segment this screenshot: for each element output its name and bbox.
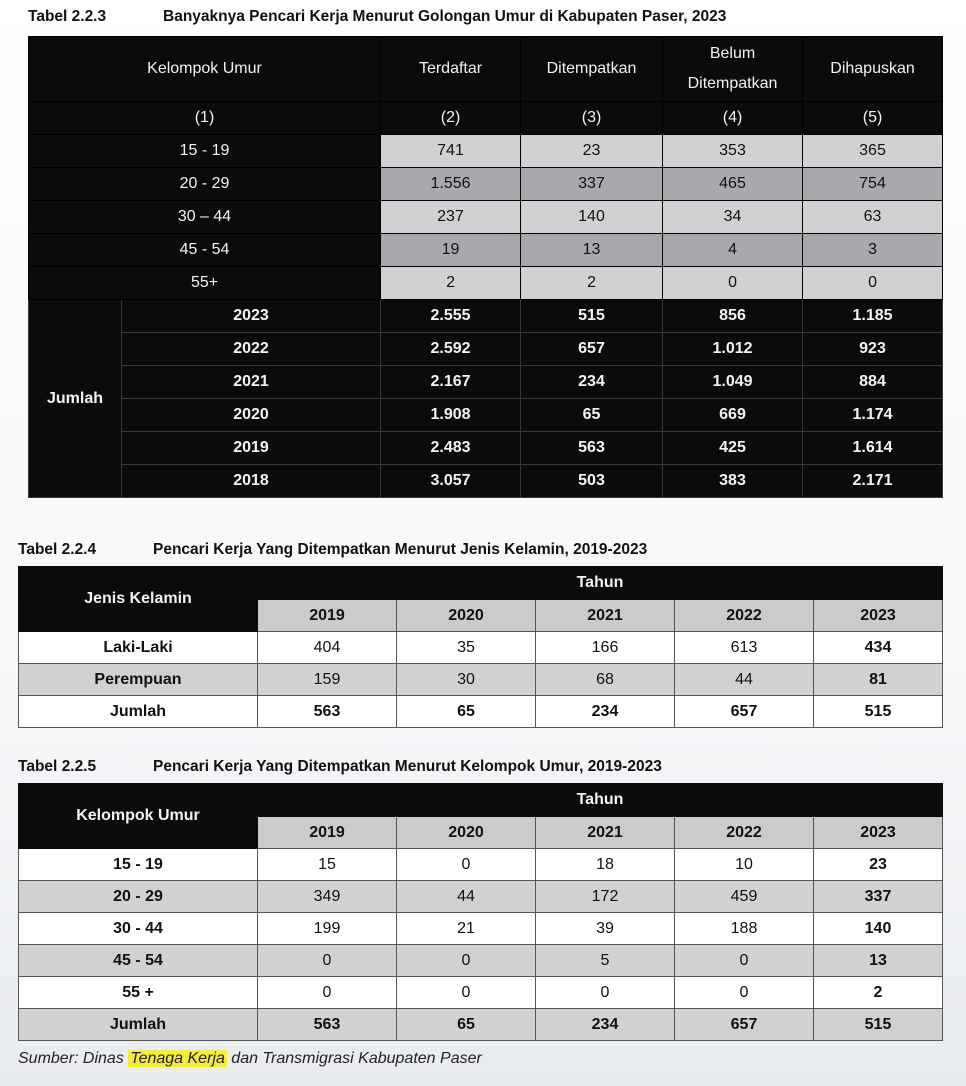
table-row — [19, 632, 943, 664]
cell-value: 2.167 — [381, 366, 521, 399]
table-row — [29, 267, 943, 300]
cell-value: 188 — [675, 913, 814, 945]
table-row — [29, 234, 943, 267]
cell-value: 365 — [803, 135, 943, 168]
cell-value: 81 — [814, 664, 943, 696]
cell-value: 140 — [521, 201, 663, 234]
row-label: Jumlah — [19, 696, 258, 728]
cell-value: 2 — [381, 267, 521, 300]
cell-value: 0 — [663, 267, 803, 300]
year-header: 2020 — [397, 600, 536, 632]
cell-value: 0 — [675, 945, 814, 977]
cell-value: 35 — [397, 632, 536, 664]
cell-value: 44 — [397, 881, 536, 913]
row-label: 15 - 19 — [19, 849, 258, 881]
year-header: 2022 — [675, 600, 814, 632]
table-223 — [28, 36, 943, 498]
table-224 — [18, 566, 943, 728]
header-tahun: Tahun — [258, 567, 943, 600]
cell-value: 234 — [536, 1009, 675, 1041]
cell-value: 2 — [521, 267, 663, 300]
cell-value: 3.057 — [381, 465, 521, 498]
cell-value: 18 — [536, 849, 675, 881]
jumlah-label: Jumlah — [29, 300, 122, 498]
cell-value: 425 — [663, 432, 803, 465]
cell-value: 34 — [663, 201, 803, 234]
header-jenis-kelamin: Jenis Kelamin — [19, 567, 258, 632]
cell-value: 383 — [663, 465, 803, 498]
cell-value: 2.592 — [381, 333, 521, 366]
table-223-number: Tabel 2.2.3 — [28, 8, 107, 25]
cell-value: 0 — [258, 945, 397, 977]
table-row — [19, 913, 943, 945]
cell-value: 337 — [814, 881, 943, 913]
cell-value: 741 — [381, 135, 521, 168]
age-group: 20 - 29 — [29, 168, 381, 201]
cell-value: 63 — [803, 201, 943, 234]
cell-value: 0 — [803, 267, 943, 300]
cell-value: 166 — [536, 632, 675, 664]
cell-value: 1.049 — [663, 366, 803, 399]
cell-value: 669 — [663, 399, 803, 432]
age-group: 45 - 54 — [29, 234, 381, 267]
cell-value: 39 — [536, 913, 675, 945]
cell-value: 0 — [397, 977, 536, 1009]
cell-value: 140 — [814, 913, 943, 945]
cell-value: 21 — [397, 913, 536, 945]
header-belum-ditempatkan: Belum Ditempatkan — [663, 37, 803, 102]
cell-value: 657 — [521, 333, 663, 366]
cell-value: 159 — [258, 664, 397, 696]
cell-value: 2.555 — [381, 300, 521, 333]
cell-value: 65 — [397, 1009, 536, 1041]
header-kelompok-umur: Kelompok Umur — [19, 784, 258, 849]
table-224-number: Tabel 2.2.4 — [18, 541, 97, 558]
table-row — [19, 977, 943, 1009]
year-header: 2021 — [536, 600, 675, 632]
total-year: 2022 — [122, 333, 381, 366]
cell-value: 2.483 — [381, 432, 521, 465]
table-row — [29, 135, 943, 168]
table-224-caption — [18, 541, 647, 559]
cell-value: 68 — [536, 664, 675, 696]
cell-value: 1.556 — [381, 168, 521, 201]
cell-value: 465 — [663, 168, 803, 201]
cell-value: 23 — [521, 135, 663, 168]
cell-value: 0 — [397, 945, 536, 977]
cell-value: 13 — [814, 945, 943, 977]
cell-value: 199 — [258, 913, 397, 945]
col-number: (2) — [381, 102, 521, 135]
cell-value: 65 — [521, 399, 663, 432]
cell-value: 563 — [258, 696, 397, 728]
total-row — [29, 300, 943, 333]
cell-value: 13 — [521, 234, 663, 267]
table-225 — [18, 783, 943, 1041]
total-year: 2018 — [122, 465, 381, 498]
row-label: Jumlah — [19, 1009, 258, 1041]
cell-value: 44 — [675, 664, 814, 696]
total-row — [19, 696, 943, 728]
age-group: 55+ — [29, 267, 381, 300]
source-highlight: Tenaga Kerja — [130, 1050, 225, 1067]
total-row — [29, 333, 943, 366]
cell-value: 515 — [814, 696, 943, 728]
cell-value: 404 — [258, 632, 397, 664]
cell-value: 4 — [663, 234, 803, 267]
cell-value: 65 — [397, 696, 536, 728]
table-223-caption — [28, 8, 726, 26]
total-year: 2020 — [122, 399, 381, 432]
cell-value: 19 — [381, 234, 521, 267]
col-number: (5) — [803, 102, 943, 135]
table-row — [19, 945, 943, 977]
table-223-header-row — [29, 37, 943, 102]
col-number: (1) — [29, 102, 381, 135]
row-label: 30 - 44 — [19, 913, 258, 945]
cell-value: 3 — [803, 234, 943, 267]
header-ditempatkan: Ditempatkan — [521, 37, 663, 102]
cell-value: 1.908 — [381, 399, 521, 432]
cell-value: 234 — [521, 366, 663, 399]
cell-value: 434 — [814, 632, 943, 664]
table-row — [19, 881, 943, 913]
cell-value: 856 — [663, 300, 803, 333]
row-label: 45 - 54 — [19, 945, 258, 977]
cell-value: 10 — [675, 849, 814, 881]
table-225-number: Tabel 2.2.5 — [18, 758, 97, 775]
total-row — [29, 399, 943, 432]
cell-value: 923 — [803, 333, 943, 366]
cell-value: 657 — [675, 696, 814, 728]
header-tahun: Tahun — [258, 784, 943, 817]
age-group: 30 – 44 — [29, 201, 381, 234]
cell-value: 0 — [258, 977, 397, 1009]
table-224-title: Pencari Kerja Yang Ditempatkan Menurut Jenis Kelamin, 2019-2023 — [153, 541, 648, 558]
cell-value: 5 — [536, 945, 675, 977]
row-label: 55 + — [19, 977, 258, 1009]
table-row — [29, 201, 943, 234]
cell-value: 884 — [803, 366, 943, 399]
total-year: 2023 — [122, 300, 381, 333]
row-label: 20 - 29 — [19, 881, 258, 913]
cell-value: 234 — [536, 696, 675, 728]
year-header: 2022 — [675, 817, 814, 849]
year-header: 2019 — [258, 817, 397, 849]
cell-value: 237 — [381, 201, 521, 234]
cell-value: 23 — [814, 849, 943, 881]
cell-value: 0 — [536, 977, 675, 1009]
source-prefix: Sumber: Dinas — [18, 1050, 129, 1067]
total-row — [29, 366, 943, 399]
cell-value: 1.174 — [803, 399, 943, 432]
year-header: 2023 — [814, 600, 943, 632]
table-223-title: Banyaknya Pencari Kerja Menurut Golongan Umur di Kabupaten Paser, 2023 — [163, 8, 727, 25]
cell-value: 1.012 — [663, 333, 803, 366]
year-header: 2023 — [814, 817, 943, 849]
cell-value: 349 — [258, 881, 397, 913]
source-note — [18, 1050, 482, 1068]
total-row — [19, 1009, 943, 1041]
cell-value: 1.614 — [803, 432, 943, 465]
source-suffix: dan Transmigrasi Kabupaten Paser — [226, 1050, 482, 1067]
year-header: 2019 — [258, 600, 397, 632]
row-label: Laki-Laki — [19, 632, 258, 664]
cell-value: 337 — [521, 168, 663, 201]
cell-value: 515 — [521, 300, 663, 333]
cell-value: 613 — [675, 632, 814, 664]
table-225-caption — [18, 758, 662, 776]
cell-value: 2.171 — [803, 465, 943, 498]
table-225-group-header — [19, 784, 943, 817]
table-224-group-header — [19, 567, 943, 600]
cell-value: 0 — [397, 849, 536, 881]
total-year: 2021 — [122, 366, 381, 399]
cell-value: 657 — [675, 1009, 814, 1041]
header-dihapuskan: Dihapuskan — [803, 37, 943, 102]
total-year: 2019 — [122, 432, 381, 465]
header-terdaftar: Terdaftar — [381, 37, 521, 102]
cell-value: 30 — [397, 664, 536, 696]
cell-value: 754 — [803, 168, 943, 201]
cell-value: 563 — [258, 1009, 397, 1041]
cell-value: 459 — [675, 881, 814, 913]
total-row — [29, 465, 943, 498]
table-225-title: Pencari Kerja Yang Ditempatkan Menurut Kelompok Umur, 2019-2023 — [153, 758, 662, 775]
total-row — [29, 432, 943, 465]
cell-value: 15 — [258, 849, 397, 881]
cell-value: 2 — [814, 977, 943, 1009]
cell-value: 353 — [663, 135, 803, 168]
year-header: 2021 — [536, 817, 675, 849]
cell-value: 172 — [536, 881, 675, 913]
table-223-column-numbers — [29, 102, 943, 135]
table-row — [19, 664, 943, 696]
cell-value: 1.185 — [803, 300, 943, 333]
table-row — [29, 168, 943, 201]
col-number: (3) — [521, 102, 663, 135]
header-kelompok-umur: Kelompok Umur — [29, 37, 381, 102]
year-header: 2020 — [397, 817, 536, 849]
table-row — [19, 849, 943, 881]
row-label: Perempuan — [19, 664, 258, 696]
cell-value: 563 — [521, 432, 663, 465]
cell-value: 515 — [814, 1009, 943, 1041]
cell-value: 0 — [675, 977, 814, 1009]
col-number: (4) — [663, 102, 803, 135]
age-group: 15 - 19 — [29, 135, 381, 168]
cell-value: 503 — [521, 465, 663, 498]
